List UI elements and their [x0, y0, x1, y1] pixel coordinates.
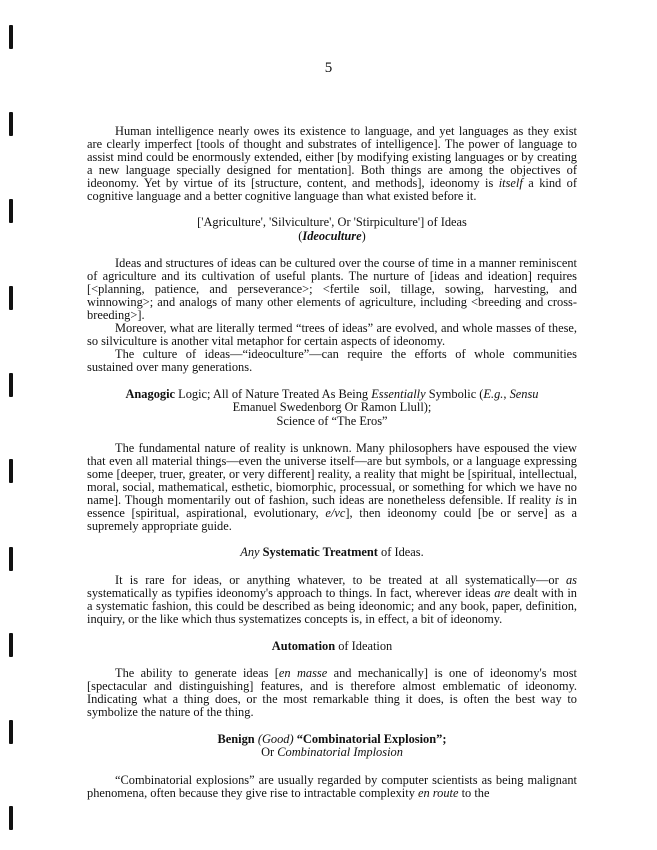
- binding-mark: [9, 112, 13, 136]
- binding-mark: [9, 806, 13, 830]
- section-heading: ['Agriculture', 'Silviculture', Or 'Stirpiculture'] of Ideas: [197, 215, 467, 230]
- section-heading: Anagogic Logic; All of Nature Treated As Being Essentially Symbolic (E.g., Sensu: [125, 386, 539, 401]
- section-subheading: (Ideoculture): [298, 228, 366, 243]
- page-body: [87, 125, 577, 800]
- paragraph: Moreover, what are literally termed “trees of ideas” are evolved, and whole masses of these, so silviculture is another vital metaphor for certain aspects of ideonomy.: [87, 320, 577, 348]
- binding-mark: [9, 199, 13, 223]
- paragraph: Ideas and structures of ideas can be cultured over the course of time in a manner reminiscent of agriculture and its cultivation of useful plants. The nurture of [ideas and ideation] requires [<planning, patience, and perseverance>; <fertile soil, tillage, sowing, harvesting, and winnowing>; and analogs of many other elements of agriculture, including <breeding and cross-breeding>].: [87, 256, 577, 323]
- paragraph: Human intelligence nearly owes its existence to language, and yet languages as they exist are clearly imperfect [tools of thought and substrates of intelligence]. The power of language to assist mind could be enormously extended, either [by modifying existing languages or by creating a new language specially designed for mentation]. Both things are among the objectives of ideonomy. Yet by virtue of its [structure, content, and methods], ideonomy is itself a kind of cognitive language and a better cognitive language than what existed before it.: [87, 124, 577, 203]
- binding-mark: [9, 286, 13, 310]
- section-heading: Benign (Good) “Combinatorial Explosion”;: [217, 731, 447, 746]
- section-heading: Any Systematic Treatment of Ideas.: [240, 545, 424, 560]
- binding-mark: [9, 633, 13, 657]
- section-heading-line: Science of “The Eros”: [276, 413, 388, 428]
- paragraph: The culture of ideas—“ideoculture”—can require the efforts of whole communities sustained over many generations.: [87, 346, 577, 374]
- section-heading-line: Emanuel Swedenborg Or Ramon Llull);: [232, 400, 432, 415]
- binding-mark: [9, 25, 13, 49]
- section-heading-line: Or Combinatorial Implosion: [261, 745, 403, 760]
- page-number: 5: [324, 60, 333, 76]
- paragraph: The ability to generate ideas [en masse and mechanically] is one of ideonomy's most [spectacular and distinguishing] features, and is therefore almost emblematic of ideonomy. Indicating what a thing does, or the most remarkable thing it does, is often the best way to symbolize the nature of the thing.: [87, 666, 577, 719]
- binding-mark: [9, 547, 13, 571]
- binding-mark: [9, 720, 13, 744]
- binding-mark: [9, 459, 13, 483]
- paragraph: It is rare for ideas, or anything whatever, to be treated at all systematically—or as systematically as typifies ideonomy's approach to things. In fact, wherever ideas are dealt with in a systematic fashion, this could be described as being ideonomic; and any book, paper, definition, inquiry, or the like which thus systematizes concepts is, in effect, a bit of ideonomy.: [87, 572, 577, 626]
- paragraph: The fundamental nature of reality is unknown. Many philosophers have espoused the view that even all material things—even the universe itself—are but symbols, or a language expressing some [deeper, truer, greater, or very different] reality, a reality that might be [spiritual, intellectual, moral, social, mathematical, esthetic, biomorphic, processual, or something for which we have no name]. Though momentarily out of fashion, such ideas are nonetheless defensible. If reality is in essence [spiritual, aspirational, evolutionary, e/vc], then ideonomy could [be or serve] as a supremely appropriate guide.: [87, 441, 577, 533]
- binding-mark: [9, 373, 13, 397]
- section-heading: Automation of Ideation: [271, 638, 393, 653]
- paragraph: “Combinatorial explosions” are usually regarded by computer scientists as being malignant phenomena, often because they give rise to intractable complexity en route to the: [87, 772, 577, 800]
